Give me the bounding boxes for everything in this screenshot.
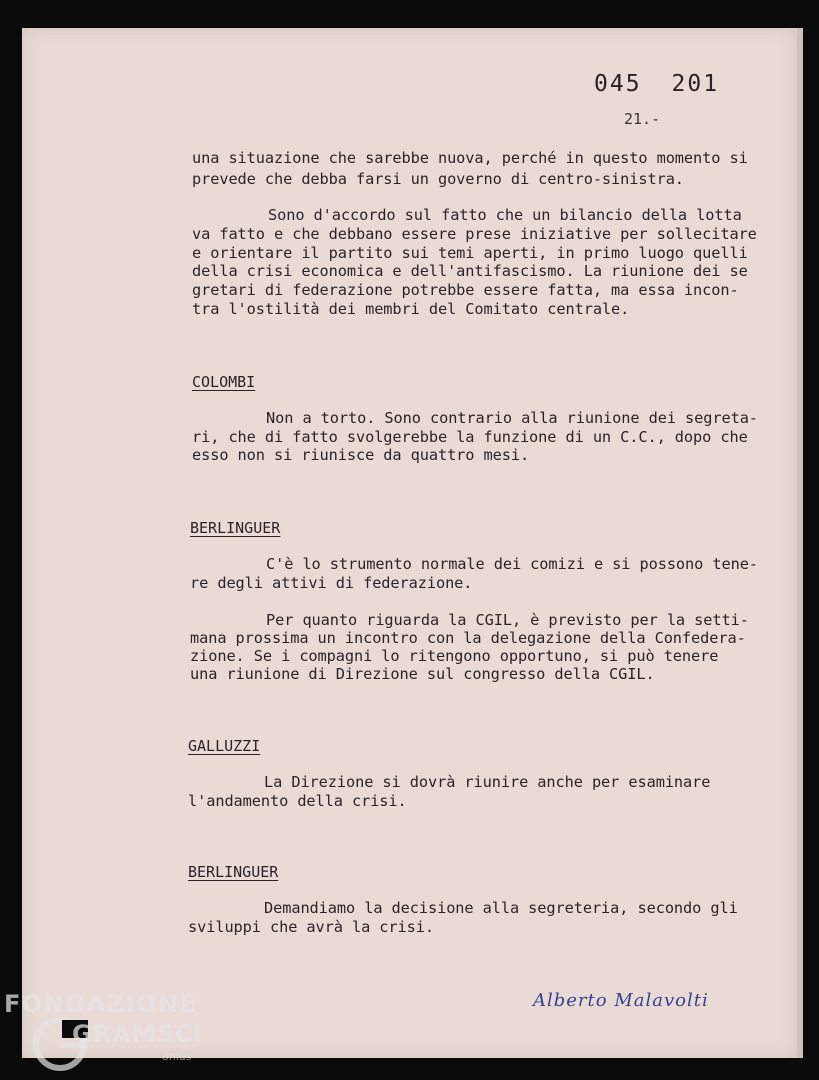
text-line: Per quanto riguarda la CGIL, è previsto per la setti- bbox=[266, 611, 749, 629]
archive-number-left: 045 bbox=[594, 71, 642, 97]
handwritten-signature: Alberto Malavolti bbox=[533, 990, 709, 1011]
text-line: Sono d'accordo sul fatto che un bilancio della lotta bbox=[268, 206, 742, 224]
text-line: gretari di federazione potrebbe essere fatta, ma essa incon- bbox=[192, 281, 739, 299]
speaker-name: COLOMBI bbox=[192, 373, 256, 391]
watermark-small: onlus bbox=[162, 1050, 192, 1063]
text-line: C'è lo strumento normale dei comizi e si possono tene- bbox=[266, 555, 758, 573]
speaker-name: BERLINGUER bbox=[188, 863, 279, 881]
text-line: e orientare il partito sui temi aperti, in primo luogo quelli bbox=[192, 244, 748, 262]
text-line: sviluppi che avrà la crisi. bbox=[188, 918, 434, 936]
page-edge bbox=[797, 28, 803, 1058]
text-line: ri, che di fatto svolgerebbe la funzione di un C.C., dopo che bbox=[192, 428, 748, 446]
text-line: zione. Se i compagni lo ritengono opportuno, si può tenere bbox=[190, 647, 719, 665]
text-line: Non a torto. Sono contrario alla riunione dei segreta- bbox=[266, 409, 758, 427]
text-line: mana prossima un incontro con la delegazione della Confedera- bbox=[190, 629, 746, 647]
text-line: prevede che debba farsi un governo di centro-sinistra. bbox=[192, 170, 684, 188]
text-line: della crisi economica e dell'antifascismo. La riunione dei se bbox=[192, 262, 748, 280]
text-line: La Direzione si dovrà riunire anche per esaminare bbox=[264, 773, 711, 791]
text-line: esso non si riunisce da quattro mesi. bbox=[192, 446, 530, 464]
speaker-name: GALLUZZI bbox=[188, 737, 261, 755]
page-marker: 21.- bbox=[624, 110, 661, 128]
text-line: tra l'ostilità dei membri del Comitato centrale. bbox=[192, 300, 630, 318]
text-line: Demandiamo la decisione alla segreteria, secondo gli bbox=[264, 899, 738, 917]
watermark-line2: GRAMSCI bbox=[72, 1020, 204, 1048]
text-line: va fatto e che debbano essere prese iniziative per sollecitare bbox=[192, 225, 757, 243]
text-line: una riunione di Direzione sul congresso della CGIL. bbox=[190, 665, 655, 683]
speaker-name: BERLINGUER bbox=[190, 519, 281, 537]
watermark-logo bbox=[0, 990, 210, 1080]
text-line: re degli attivi di federazione. bbox=[190, 574, 473, 592]
text-line: l'andamento della crisi. bbox=[188, 792, 407, 810]
archive-number bbox=[594, 71, 719, 97]
archive-number-right: 201 bbox=[671, 71, 720, 97]
watermark-line1: FONDAZIONE bbox=[4, 990, 198, 1018]
text-line: una situazione che sarebbe nuova, perché in questo momento si bbox=[192, 149, 748, 167]
